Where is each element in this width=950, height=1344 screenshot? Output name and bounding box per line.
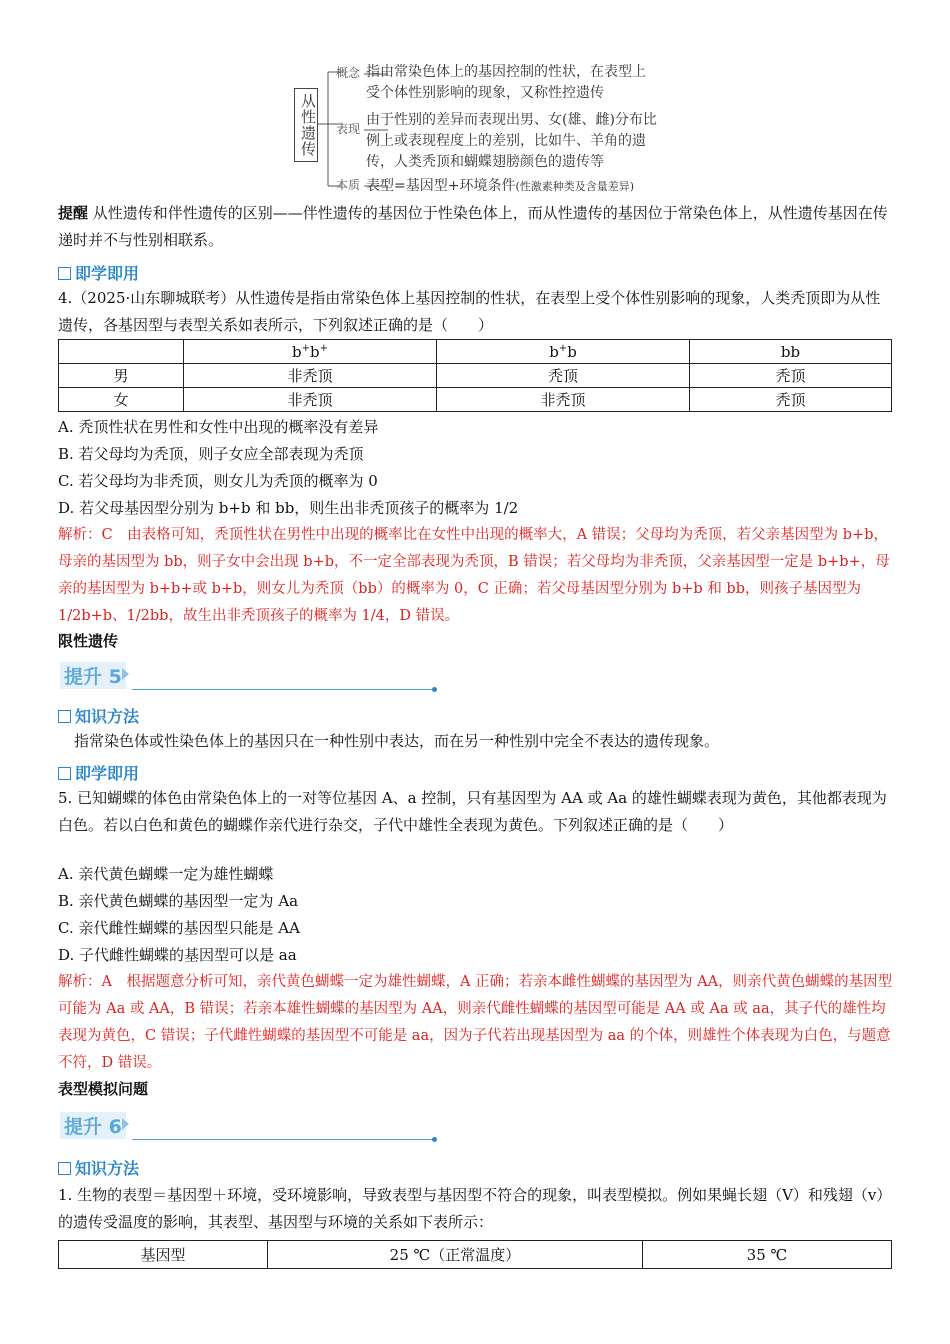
badge-upgrade-5	[58, 662, 438, 692]
arrow-icon	[122, 1118, 129, 1130]
table-cell: 男	[59, 364, 184, 388]
badge-label: 提升 6	[60, 1112, 126, 1139]
table-header-cell: bb	[690, 340, 892, 364]
diagram-label-concept: 概念	[336, 66, 361, 80]
practice-heading-1: 即学即用	[58, 261, 139, 284]
checkbox-icon	[58, 710, 71, 723]
table-header-row	[59, 1241, 892, 1269]
divider-line	[132, 689, 434, 690]
table-header-cell: 25 ℃（正常温度）	[268, 1241, 643, 1269]
checkbox-icon	[58, 767, 71, 780]
table-header-cell: b+b+	[184, 340, 437, 364]
method-heading-5: 知识方法	[58, 704, 139, 727]
table-cell: 秃顶	[437, 364, 690, 388]
checkbox-icon	[58, 1162, 71, 1175]
method-heading-6: 知识方法	[58, 1156, 139, 1179]
option-b: B. 若父母均为秃顶，则子女应全部表现为秃顶	[58, 445, 364, 463]
diagram-label-essence: 本质	[336, 178, 361, 192]
concept-diagram	[294, 58, 704, 198]
section-title-phenocopy: 表型模拟问题	[58, 1080, 149, 1098]
divider-line	[132, 1139, 434, 1140]
option-a: A. 亲代黄色蝴蝶一定为雄性蝴蝶	[58, 865, 274, 883]
diagram-note: (性激素种类及含量差异)	[515, 180, 635, 193]
table-baldness	[58, 339, 892, 412]
table-cell: 秃顶	[690, 364, 892, 388]
analysis-4: 解析：C 由表格可知，秃顶性状在男性中出现的概率比在女性中出现的概率大，A 错误；父母均为秃顶，若父亲基因型为 b+b，母亲的基因型为 bb，则子女中会出现 b+b，不一定全部表现为秃顶，B 错误；若父母均为非秃顶，父亲基因型一定是 b+b+，母亲的基因型为 b+b+或 b+b，则女儿为秃顶（bb）的概率为 0，C 正确；若父母基因型分别为 b+b 和 bb，则孩子基因型为 1/2b+b、1/2bb，故生出非秃顶孩子的概率为 1/4，D 错误。	[58, 527, 890, 624]
dot-icon	[432, 687, 437, 692]
dot-icon	[432, 1137, 437, 1142]
question-4: 4.（2025·山东聊城联考）从性遗传是指由常染色体上基因控制的性状，在表型上受个体性别影响的现象，人类秃顶即为从性遗传，各基因型与表型关系如表所示，下列叙述正确的是（ ）	[58, 289, 881, 334]
table-header-cell	[59, 340, 184, 364]
table-row	[59, 364, 892, 388]
table-header-cell: 基因型	[59, 1241, 268, 1269]
phenocopy-text: 1. 生物的表型＝基因型＋环境，受环境影响，导致表型与基因型不符合的现象，叫表型模拟。例如果蝇长翅（V）和残翅（v）的遗传受温度的影响，其表型、基因型与环境的关系如下表所示：	[58, 1186, 892, 1231]
option-d: D. 子代雌性蝴蝶的基因型可以是 aa	[58, 946, 297, 964]
diagram-text-concept: 指由常染色体上的基因控制的性状，在表型上受个体性别影响的现象，又称性控遗传	[366, 64, 646, 101]
method-text-5: 指常染色体或性染色体上的基因只在一种性别中表达，而在另一种性别中完全不表达的遗传现象。	[74, 732, 720, 750]
table-row	[59, 388, 892, 412]
table-header-cell: b+b	[437, 340, 690, 364]
reminder-label: 提醒	[58, 204, 89, 222]
table-phenocopy	[58, 1240, 892, 1269]
option-b: B. 亲代黄色蝴蝶的基因型一定为 Aa	[58, 892, 299, 910]
table-header-cell: 35 ℃	[643, 1241, 892, 1269]
option-a: A. 秃顶性状在男性和女性中出现的概率没有差异	[58, 418, 379, 436]
table-cell: 秃顶	[690, 388, 892, 412]
practice-heading-5: 即学即用	[58, 761, 139, 784]
option-c: C. 亲代雌性蝴蝶的基因型只能是 AA	[58, 919, 300, 937]
option-d: D. 若父母基因型分别为 b+b 和 bb，则生出非秃顶孩子的概率为 1/2	[58, 499, 519, 517]
table-cell: 非秃顶	[437, 388, 690, 412]
question-5: 5. 已知蝴蝶的体色由常染色体上的一对等位基因 A、a 控制，只有基因型为 AA 或 Aa 的雄性蝴蝶表现为黄色，其他都表现为白色。若以白色和黄色的蝴蝶作亲代进行杂交，子代中雄性全表现为黄色。下列叙述正确的是（ ）	[58, 789, 887, 834]
arrow-icon	[122, 668, 129, 680]
table-header-row	[59, 340, 892, 364]
badge-label: 提升 5	[60, 662, 126, 689]
reminder-paragraph	[58, 200, 894, 254]
table-cell: 非秃顶	[184, 364, 437, 388]
diagram-center-label: 从性遗传	[294, 88, 318, 162]
table-cell: 女	[59, 388, 184, 412]
reminder-text: 从性遗传和伴性遗传的区别——伴性遗传的基因位于性染色体上，而从性遗传的基因位于常染色体上，从性遗传基因在传递时并不与性别相联系。	[58, 204, 888, 249]
section-title-limited: 限性遗传	[58, 632, 119, 650]
diagram-text-manifest: 由于性别的差异而表现出男、女(雄、雌)分布比例上或表现程度上的差别，比如牛、羊角的遗传，人类秃顶和蝴蝶翅膀颜色的遗传等	[366, 112, 657, 170]
badge-upgrade-6	[58, 1112, 438, 1142]
diagram-label-manifest: 表现	[336, 122, 361, 136]
analysis-5: 解析：A 根据题意分析可知，亲代黄色蝴蝶一定为雄性蝴蝶，A 正确；若亲本雌性蝴蝶的基因型为 AA，则亲代黄色蝴蝶的基因型可能为 Aa 或 AA，B 错误；若亲本雄性蝴蝶的基因型为 AA，则亲代雌性蝴蝶的基因型可能是 AA 或 Aa 或 aa，其子代的雄性均表现为黄色，C 错误；子代雌性蝴蝶的基因型不可能是 aa，因为子代若出现基因型为 aa 的个体，则雄性个体表现为白色，与题意不符，D 错误。	[58, 974, 893, 1071]
diagram-text-essence: 表型=基因型+环境条件(性激素种类及含量差异)	[366, 178, 635, 194]
table-cell: 非秃顶	[184, 388, 437, 412]
option-c: C. 若父母均为非秃顶，则女儿为秃顶的概率为 0	[58, 472, 378, 490]
checkbox-icon	[58, 267, 71, 280]
